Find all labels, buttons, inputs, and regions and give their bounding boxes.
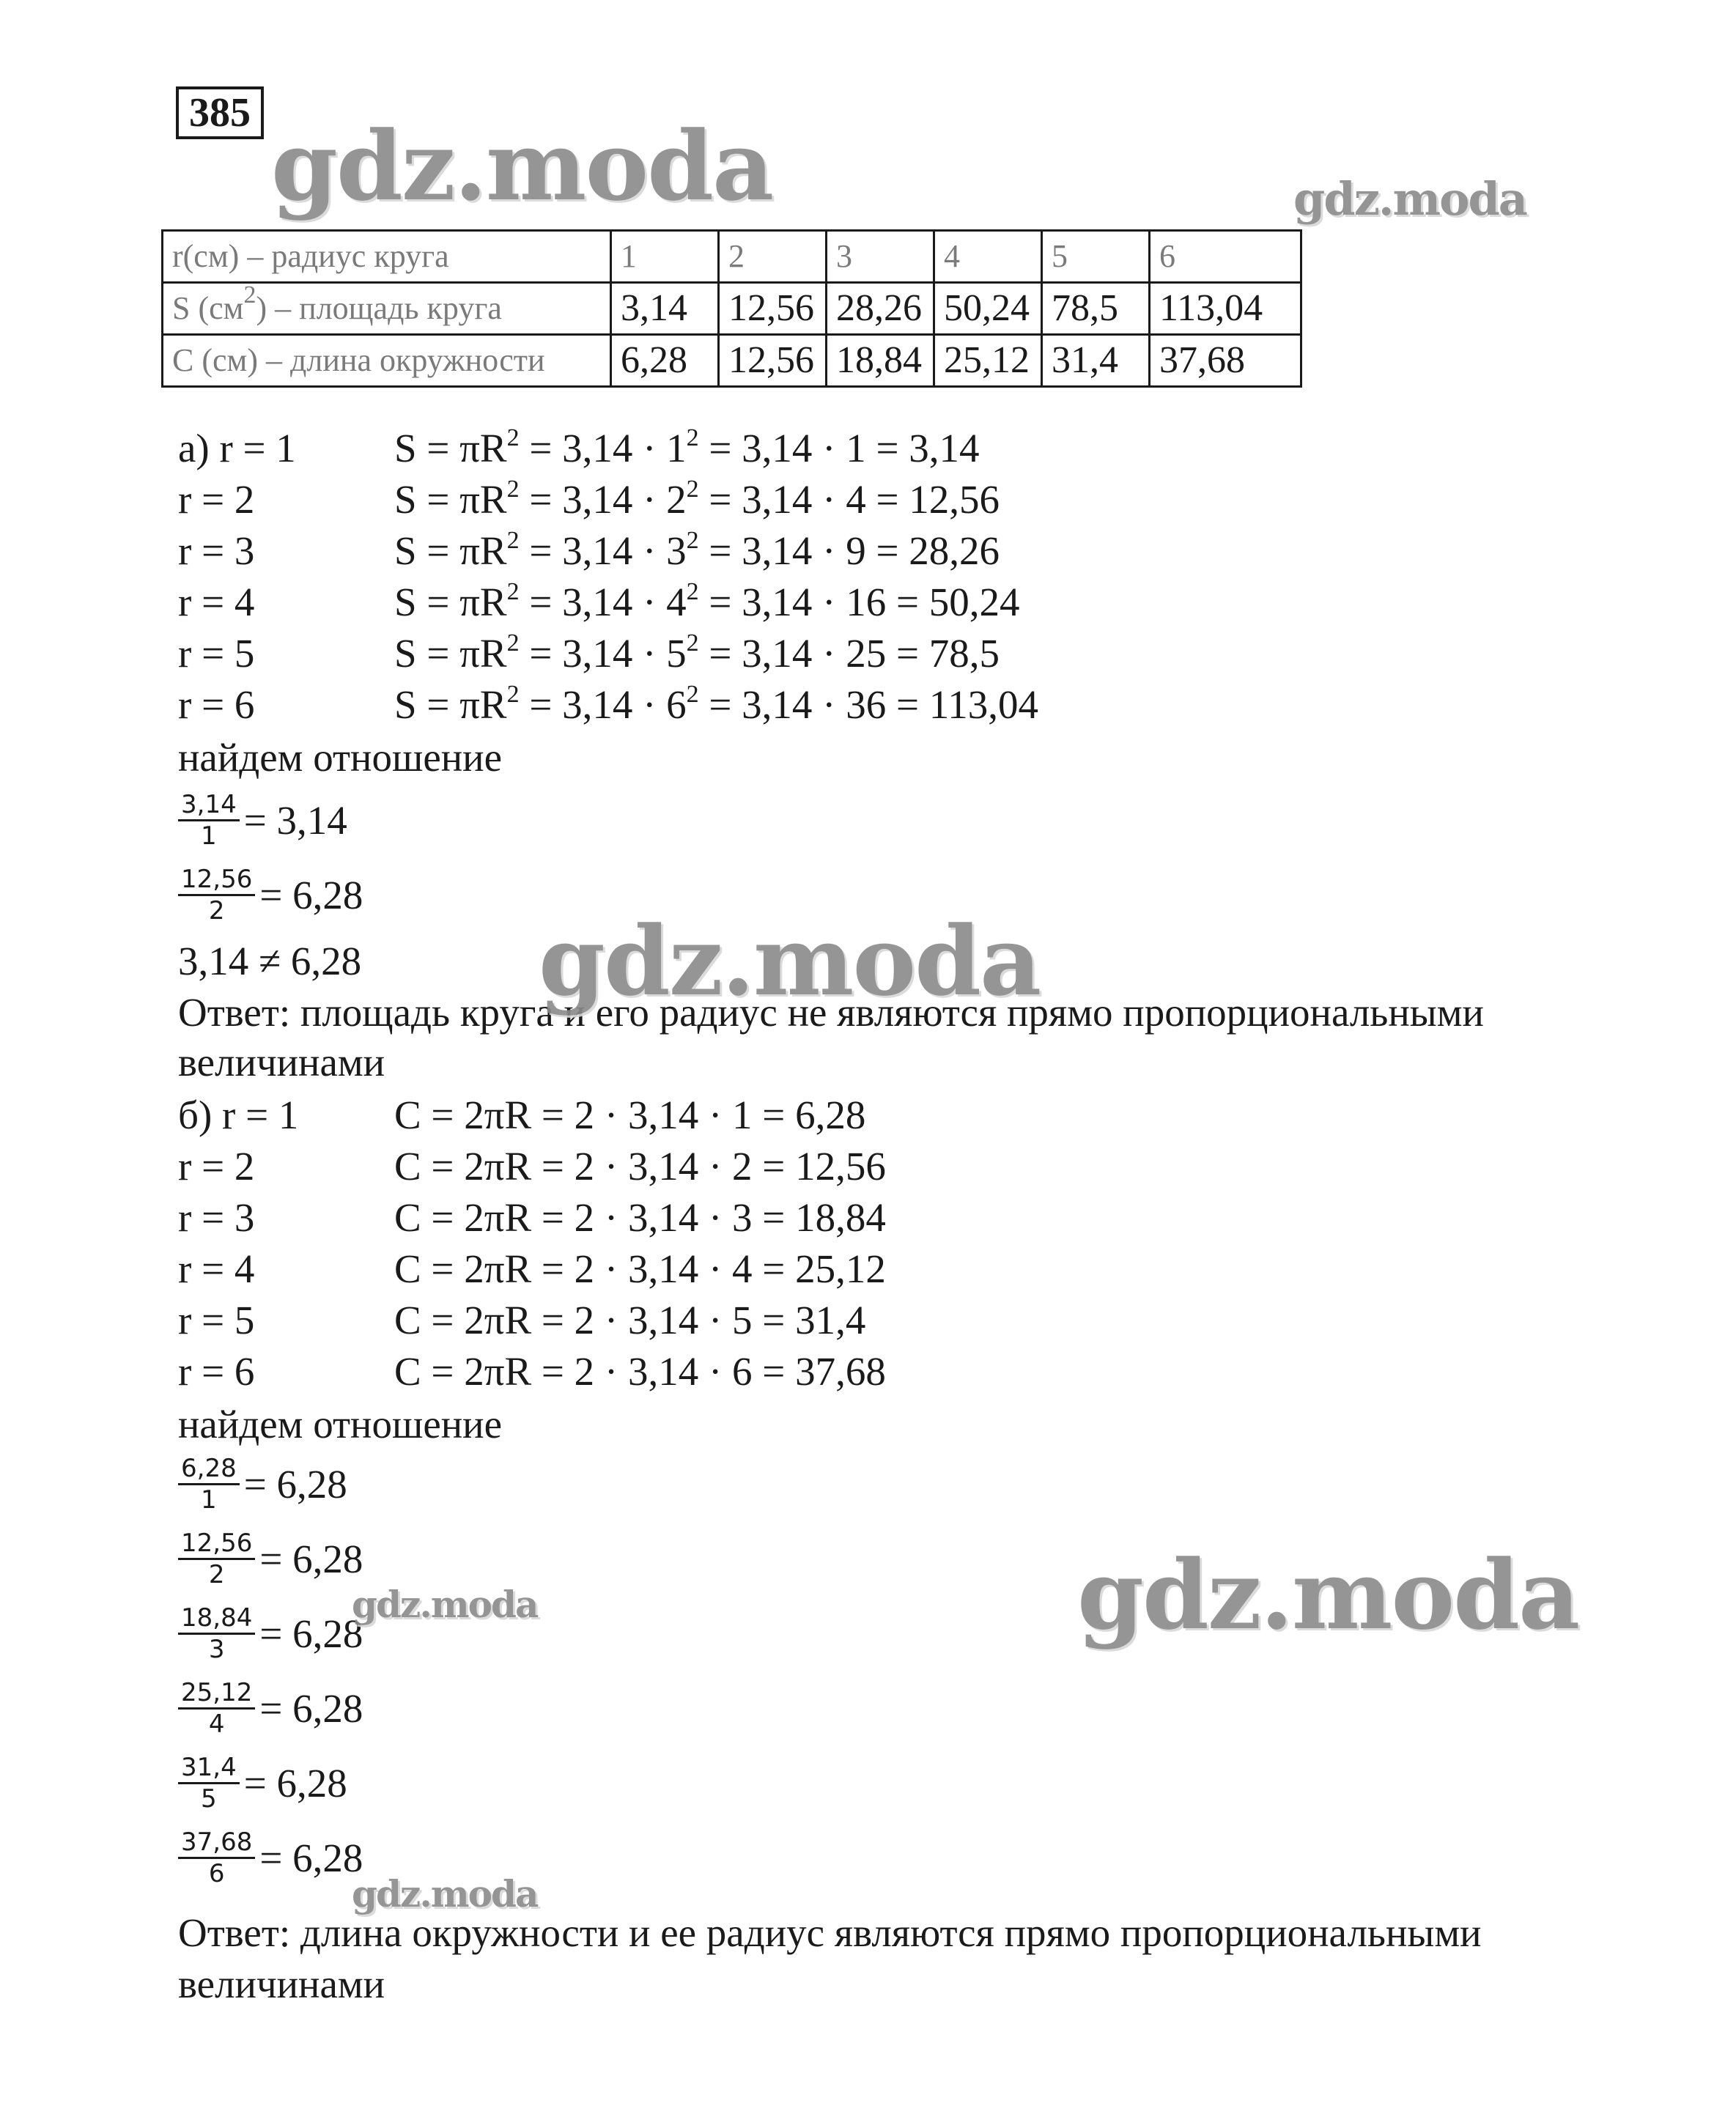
table-cell: 28,26 — [827, 283, 934, 335]
ratio-fraction: $\frac{12,56}{2}$ = 6,28 — [178, 865, 363, 925]
watermark-logo: gdz.moda — [352, 1872, 538, 1915]
ratio-fraction: $\frac{31,4}{5}$ = 6,28 — [178, 1753, 347, 1814]
table-cell: 12,56 — [719, 335, 827, 387]
ratio-fraction: $\frac{37,68}{6}$ = 6,28 — [178, 1828, 363, 1888]
table-row — [163, 283, 1301, 335]
answer-text: Ответ: длина окружности и ее радиус являются прямо пропорциональными — [178, 1910, 1482, 1955]
table-row — [163, 335, 1301, 387]
watermark-logo: gdz.moda — [352, 1583, 538, 1626]
task-number: 385 — [176, 86, 264, 139]
watermark-logo: gdz.moda — [1077, 1539, 1579, 1651]
table-cell: 1 — [611, 231, 719, 283]
table-cell: 50,24 — [934, 283, 1042, 335]
table-cell: 3 — [827, 231, 934, 283]
table-cell: 4 — [934, 231, 1042, 283]
table-row — [163, 231, 1301, 283]
solution-line: r = 5 C = 2πR = 2 · 3,14 · 5 = 31,4 — [178, 1298, 866, 1342]
table-cell: 78,5 — [1042, 283, 1150, 335]
solution-line: r = 2 C = 2πR = 2 · 3,14 · 2 = 12,56 — [178, 1144, 886, 1189]
ratio-fraction: $\frac{25,12}{4}$ = 6,28 — [178, 1678, 363, 1739]
table-cell: 113,04 — [1150, 283, 1301, 335]
solution-line: б) r = 1 C = 2πR = 2 · 3,14 · 1 = 6,28 — [178, 1093, 866, 1137]
solution-line: а) r = 1 $S = \pi R^2 = 3,14 \cdot 1^2 = 3,14 \cdot 1 = 3,14$ — [178, 424, 980, 470]
ratio-fraction: $\frac{3,14}{1}$ = 3,14 — [178, 790, 347, 851]
solution-line: r = 3 $S = \pi R^2 = 3,14 \cdot 3^2 = 3,14 \cdot 9 = 28,26$ — [178, 527, 1000, 573]
answer-text: величинами — [178, 1962, 385, 2006]
values-table — [161, 229, 1302, 388]
ratio-fraction: $\frac{12,56}{2}$ = 6,28 — [178, 1529, 363, 1589]
table-cell: 6,28 — [611, 335, 719, 387]
solution-line: r = 6 C = 2πR = 2 · 3,14 · 6 = 37,68 — [178, 1349, 886, 1394]
table-cell: 3,14 — [611, 283, 719, 335]
inequality: 3,14 ≠ 6,28 — [178, 939, 362, 983]
ratio-heading: найдем отношение — [178, 735, 503, 780]
table-cell: 25,12 — [934, 335, 1042, 387]
table-cell: 18,84 — [827, 335, 934, 387]
row-label: C (см) – длина окружности — [163, 335, 611, 387]
table-cell: 2 — [719, 231, 827, 283]
table-cell: 31,4 — [1042, 335, 1150, 387]
ratio-fraction: $\frac{6,28}{1}$ = 6,28 — [178, 1454, 347, 1515]
ratio-heading: найдем отношение — [178, 1402, 503, 1446]
table-cell: 5 — [1042, 231, 1150, 283]
solution-line: r = 2 $S = \pi R^2 = 3,14 \cdot 2^2 = 3,14 \cdot 4 = 12,56$ — [178, 476, 1000, 522]
answer-text: Ответ: площадь круга и его радиус не являются прямо пропорциональными — [178, 990, 1484, 1035]
solution-line: r = 5 $S = \pi R^2 = 3,14 \cdot 5^2 = 3,14 \cdot 25 = 78,5$ — [178, 629, 1000, 676]
table-cell: 12,56 — [719, 283, 827, 335]
solution-line: r = 4 C = 2πR = 2 · 3,14 · 4 = 25,12 — [178, 1246, 886, 1291]
ratio-fraction: $\frac{18,84}{3}$ = 6,28 — [178, 1603, 363, 1664]
table-cell: 37,68 — [1150, 335, 1301, 387]
row-label: S $(см^2)$ – площадь круга — [163, 283, 611, 335]
watermark-logo: gdz.moda — [1293, 172, 1526, 226]
watermark-logo: gdz.moda — [271, 110, 773, 222]
solution-line: r = 6 $S = \pi R^2 = 3,14 \cdot 6^2 = 3,14 \cdot 36 = 113,04$ — [178, 681, 1038, 727]
table-cell: 6 — [1150, 231, 1301, 283]
watermark-logo: gdz.moda — [539, 905, 1041, 1017]
solution-line: r = 4 $S = \pi R^2 = 3,14 \cdot 4^2 = 3,14 \cdot 16 = 50,24$ — [178, 578, 1020, 624]
row-label: r(см) – радиус круга — [163, 231, 611, 283]
answer-text: величинами — [178, 1040, 385, 1084]
solution-line: r = 3 C = 2πR = 2 · 3,14 · 3 = 18,84 — [178, 1195, 886, 1240]
